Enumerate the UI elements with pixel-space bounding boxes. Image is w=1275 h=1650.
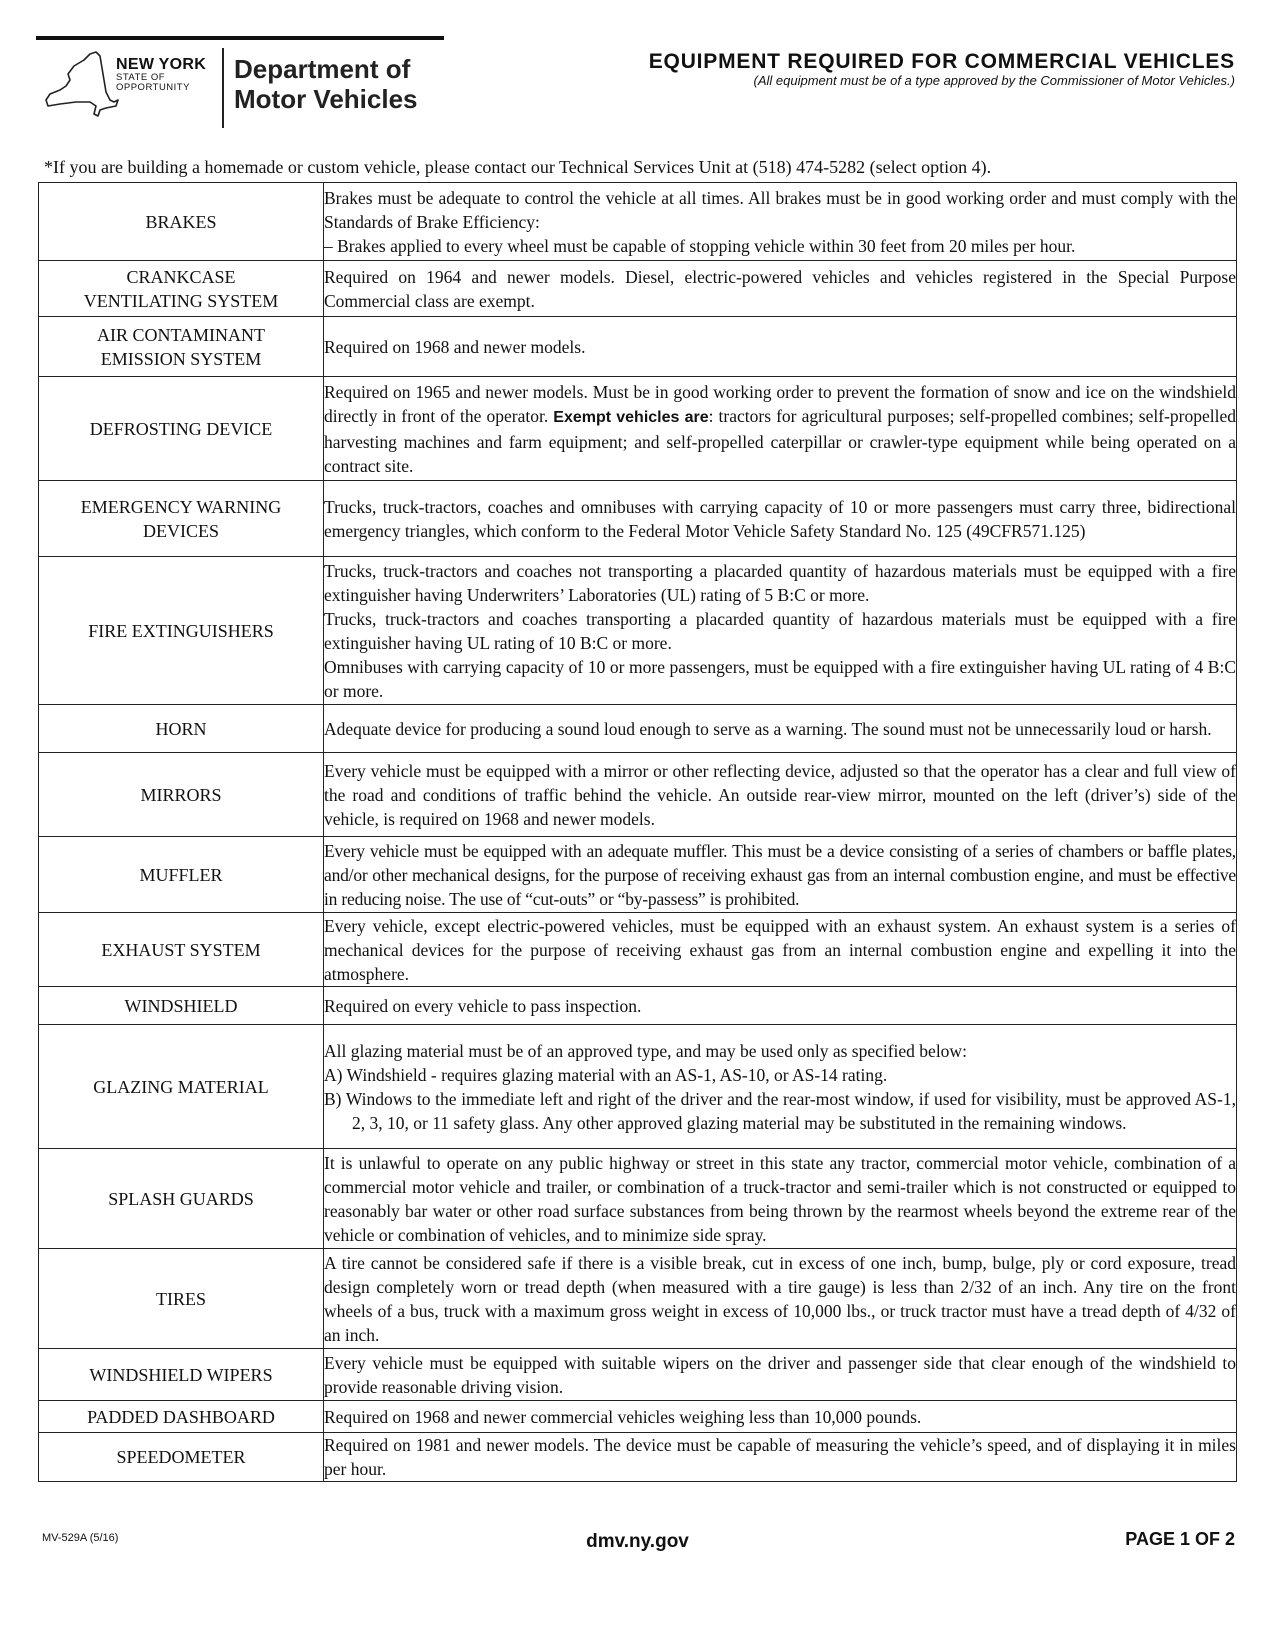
document-title: EQUIPMENT REQUIRED FOR COMMERCIAL VEHICLES bbox=[648, 50, 1235, 73]
equipment-item-name: DEFROSTING DEVICE bbox=[89, 418, 273, 439]
equipment-requirement-cell bbox=[324, 317, 1237, 377]
requirement-list-item: B) Windows to the immediate left and right of the driver and the rear-most window, if used for visibility, must be approved AS-1, 2, 3, 10, or 11 safety glass. Any other approved glazing material may be substituted in the remaining windows. bbox=[324, 1088, 1236, 1133]
equipment-requirement-cell bbox=[324, 481, 1237, 557]
header-rule bbox=[36, 36, 444, 40]
table-row bbox=[39, 557, 1237, 705]
equipment-item-name: EMERGENCY WARNING bbox=[80, 496, 282, 517]
equipment-requirement-cell bbox=[324, 1249, 1237, 1349]
equipment-item-cell bbox=[39, 1025, 324, 1149]
table-row bbox=[39, 837, 1237, 913]
equipment-item-cell bbox=[39, 1149, 324, 1249]
equipment-item-cell bbox=[39, 837, 324, 913]
equipment-item-name: PADDED DASHBOARD bbox=[87, 1406, 275, 1427]
requirement-list-item: A) Windshield - requires glazing material with an AS-1, AS-10, or AS-14 rating. bbox=[324, 1064, 888, 1085]
equipment-table bbox=[38, 182, 1237, 1482]
equipment-item-name: AIR CONTAMINANT bbox=[96, 324, 266, 345]
requirement-text: A tire cannot be considered safe if there is a visible break, cut in excess of one inch, bump, bulge, ply or cord exposure, tread design completely worn or tread depth (when measured with a tire gauge) is less than 2/32 of an inch. Any tire on the front wheels of a bus, truck with a maximum gross weight in excess of 10,000 lbs., or truck tractor must have a tread depth of 4/32 of an inch. bbox=[324, 1252, 1236, 1345]
agency-name-line-1: Department of bbox=[234, 54, 411, 84]
equipment-item-name: HORN bbox=[155, 718, 207, 739]
equipment-item-name: EXHAUST SYSTEM bbox=[101, 939, 261, 960]
equipment-item-cell bbox=[39, 1433, 324, 1482]
requirement-text: Trucks, truck-tractors and coaches transporting a placarded quantity of hazardous materials must be equipped with a fire extinguisher having UL rating of 10 B:C or more. bbox=[324, 608, 1236, 653]
requirement-text: Trucks, truck-tractors and coaches not transporting a placarded quantity of hazardous materials must be equipped with a fire extinguisher having Underwriters’ Laboratories (UL) rating of 5 B:C or more. bbox=[324, 560, 1236, 605]
table-row bbox=[39, 1149, 1237, 1249]
equipment-item-name: SPEEDOMETER bbox=[116, 1447, 246, 1467]
requirement-text: Trucks, truck-tractors, coaches and omnibuses with carrying capacity of 10 or more passengers must carry three, bidirectional emergency triangles, which conform to the Federal Motor Vehicle Safety Standard No. 125 (49CFR571.125) bbox=[324, 496, 1236, 541]
equipment-item-name: MIRRORS bbox=[140, 784, 222, 805]
requirement-text: All glazing material must be of an approved type, and may be used only as specified below: bbox=[324, 1040, 967, 1061]
equipment-requirement-cell bbox=[324, 913, 1237, 987]
equipment-item-name: MUFFLER bbox=[139, 864, 223, 885]
requirement-text: Omnibuses with carrying capacity of 10 or more passengers, must be equipped with a fire extinguisher having UL rating of 4 B:C or more. bbox=[324, 656, 1236, 701]
form-number: MV-529A (5/16) bbox=[42, 1532, 119, 1544]
requirement-text: Required on 1968 and newer models. bbox=[324, 336, 586, 357]
equipment-requirement-cell bbox=[324, 837, 1237, 913]
table-row bbox=[39, 1025, 1237, 1149]
equipment-requirement-cell bbox=[324, 1025, 1237, 1149]
equipment-requirement-cell bbox=[324, 183, 1237, 261]
equipment-item-name: WINDSHIELD bbox=[124, 995, 238, 1016]
equipment-item-name: DEVICES bbox=[143, 520, 219, 541]
table-row bbox=[39, 481, 1237, 557]
equipment-item-cell bbox=[39, 1401, 324, 1433]
custom-vehicle-note: *If you are building a homemade or custom vehicle, please contact our Technical Services Unit at (518) 474-5282 (select option 4). bbox=[44, 157, 992, 177]
equipment-requirement-cell bbox=[324, 1149, 1237, 1249]
logo-tagline-2: OPPORTUNITY bbox=[116, 82, 190, 93]
equipment-item-name: SPLASH GUARDS bbox=[108, 1188, 254, 1209]
equipment-item-cell bbox=[39, 913, 324, 987]
new-york-state-map-icon bbox=[40, 50, 120, 120]
table-row bbox=[39, 1401, 1237, 1433]
table-row bbox=[39, 987, 1237, 1025]
requirement-text: – Brakes applied to every wheel must be capable of stopping vehicle within 30 feet from 20 miles per hour. bbox=[324, 235, 1076, 256]
table-row bbox=[39, 753, 1237, 837]
table-row bbox=[39, 317, 1237, 377]
equipment-item-name: TIRES bbox=[155, 1288, 206, 1309]
page-number: PAGE 1 OF 2 bbox=[1125, 1529, 1235, 1549]
table-row bbox=[39, 1433, 1237, 1482]
table-row bbox=[39, 705, 1237, 753]
equipment-requirement-cell bbox=[324, 377, 1237, 481]
equipment-item-cell bbox=[39, 377, 324, 481]
equipment-requirement-cell bbox=[324, 1433, 1237, 1482]
equipment-requirement-cell bbox=[324, 753, 1237, 837]
agency-name bbox=[234, 54, 418, 114]
requirement-text: Required on 1968 and newer commercial vehicles weighing less than 10,000 pounds. bbox=[324, 1406, 922, 1427]
agency-name-line-2: Motor Vehicles bbox=[234, 84, 418, 114]
equipment-item-cell bbox=[39, 1349, 324, 1401]
requirement-text: It is unlawful to operate on any public highway or street in this state any tractor, commercial motor vehicle, combination of a commercial motor vehicle and trailer, or combination of a truck-tractor and semi-trailer which is not constructed or equipped to reasonably bar water or other road surface substances from being thrown by the rearmost wheels beyond the extreme rear of the vehicle or combination of vehicles, and to minimize side spray. bbox=[324, 1152, 1236, 1245]
requirement-text: Brakes must be adequate to control the vehicle at all times. All brakes must be in good working order and must comply with the Standards of Brake Efficiency: bbox=[324, 187, 1236, 232]
requirement-text: Every vehicle must be equipped with an adequate muffler. This must be a device consisting of a series of chambers or baffle plates, and/or other mechanical designs, for the purpose of receiving exhaust gas from an internal combustion engine, and must be effective in reducing noise. The use of “cut-outs” or “by-passess” is prohibited. bbox=[324, 840, 1236, 909]
equipment-requirement-cell bbox=[324, 557, 1237, 705]
table-row bbox=[39, 183, 1237, 261]
equipment-item-cell bbox=[39, 183, 324, 261]
equipment-item-name: WINDSHIELD WIPERS bbox=[89, 1364, 273, 1385]
equipment-item-cell bbox=[39, 317, 324, 377]
website-url: dmv.ny.gov bbox=[586, 1531, 689, 1552]
equipment-requirement-cell bbox=[324, 1401, 1237, 1433]
logo-divider bbox=[222, 48, 224, 128]
equipment-requirement-cell bbox=[324, 261, 1237, 317]
requirement-text: Required on every vehicle to pass inspection. bbox=[324, 995, 642, 1016]
equipment-item-cell bbox=[39, 557, 324, 705]
nys-dmv-logo bbox=[40, 44, 460, 134]
equipment-requirement-cell bbox=[324, 705, 1237, 753]
logo-tagline-1: STATE OF bbox=[116, 72, 166, 83]
logo-state-name: NEW YORK bbox=[116, 56, 207, 73]
equipment-item-name: GLAZING MATERIAL bbox=[93, 1076, 269, 1097]
requirement-text: Every vehicle must be equipped with suitable wipers on the driver and passenger side that clear enough of the windshield to provide reasonable driving vision. bbox=[324, 1352, 1236, 1397]
equipment-item-cell bbox=[39, 753, 324, 837]
table-row bbox=[39, 1349, 1237, 1401]
equipment-item-cell bbox=[39, 705, 324, 753]
requirement-text: Adequate device for producing a sound loud enough to serve as a warning. The sound must not be unnecessarily loud or harsh. bbox=[324, 718, 1212, 739]
requirement-text: Required on 1964 and newer models. Diesel, electric-powered vehicles and vehicles registered in the Special Purpose Commercial class are exempt. bbox=[324, 266, 1236, 311]
equipment-item-name: FIRE EXTINGUISHERS bbox=[88, 620, 274, 641]
equipment-item-name: VENTILATING SYSTEM bbox=[83, 290, 279, 311]
equipment-item-cell bbox=[39, 481, 324, 557]
document-subtitle: (All equipment must be of a type approved by the Commissioner of Motor Vehicles.) bbox=[753, 73, 1235, 88]
equipment-item-cell bbox=[39, 1249, 324, 1349]
document-header bbox=[649, 50, 1235, 88]
equipment-item-name: CRANKCASE bbox=[126, 266, 236, 287]
table-row bbox=[39, 261, 1237, 317]
equipment-requirement-cell bbox=[324, 1349, 1237, 1401]
equipment-item-cell bbox=[39, 987, 324, 1025]
equipment-item-cell bbox=[39, 261, 324, 317]
requirement-text: Required on 1981 and newer models. The device must be capable of measuring the vehicle’s speed, and of displaying it in miles per hour. bbox=[324, 1435, 1236, 1479]
table-row bbox=[39, 913, 1237, 987]
requirement-text-part: Required on 1965 and newer models. Must be in good working order to prevent the formation of snow and ice on the windshield directly in front of the operator. bbox=[324, 381, 1236, 426]
equipment-requirement-cell bbox=[324, 987, 1237, 1025]
requirement-text-part: : tractors for agricultural purposes; self-propelled combines; self-propelled harvesting machines and farm equipment; and self-propelled caterpillar or crawler-type equipment while being operated on a contract site. bbox=[324, 405, 1236, 476]
exempt-vehicles-label: Exempt vehicles are bbox=[553, 408, 709, 426]
requirement-text: Every vehicle must be equipped with a mirror or other reflecting device, adjusted so that the operator has a clear and full view of the road and conditions of traffic behind the vehicle. An outside rear-view mirror, mounted on the left (driver’s) side of the vehicle, is required on 1968 and newer models. bbox=[324, 760, 1236, 829]
requirement-text: Every vehicle, except electric-powered vehicles, must be equipped with an exhaust system. An exhaust system is a series of mechanical devices for the purpose of receiving exhaust gas from an internal combustion engine and expelling it into the atmosphere. bbox=[324, 915, 1236, 984]
table-row bbox=[39, 1249, 1237, 1349]
equipment-item-name: EMISSION SYSTEM bbox=[100, 348, 262, 369]
requirement-text bbox=[324, 380, 1236, 478]
table-row bbox=[39, 377, 1237, 481]
equipment-item-name: BRAKES bbox=[145, 211, 217, 232]
